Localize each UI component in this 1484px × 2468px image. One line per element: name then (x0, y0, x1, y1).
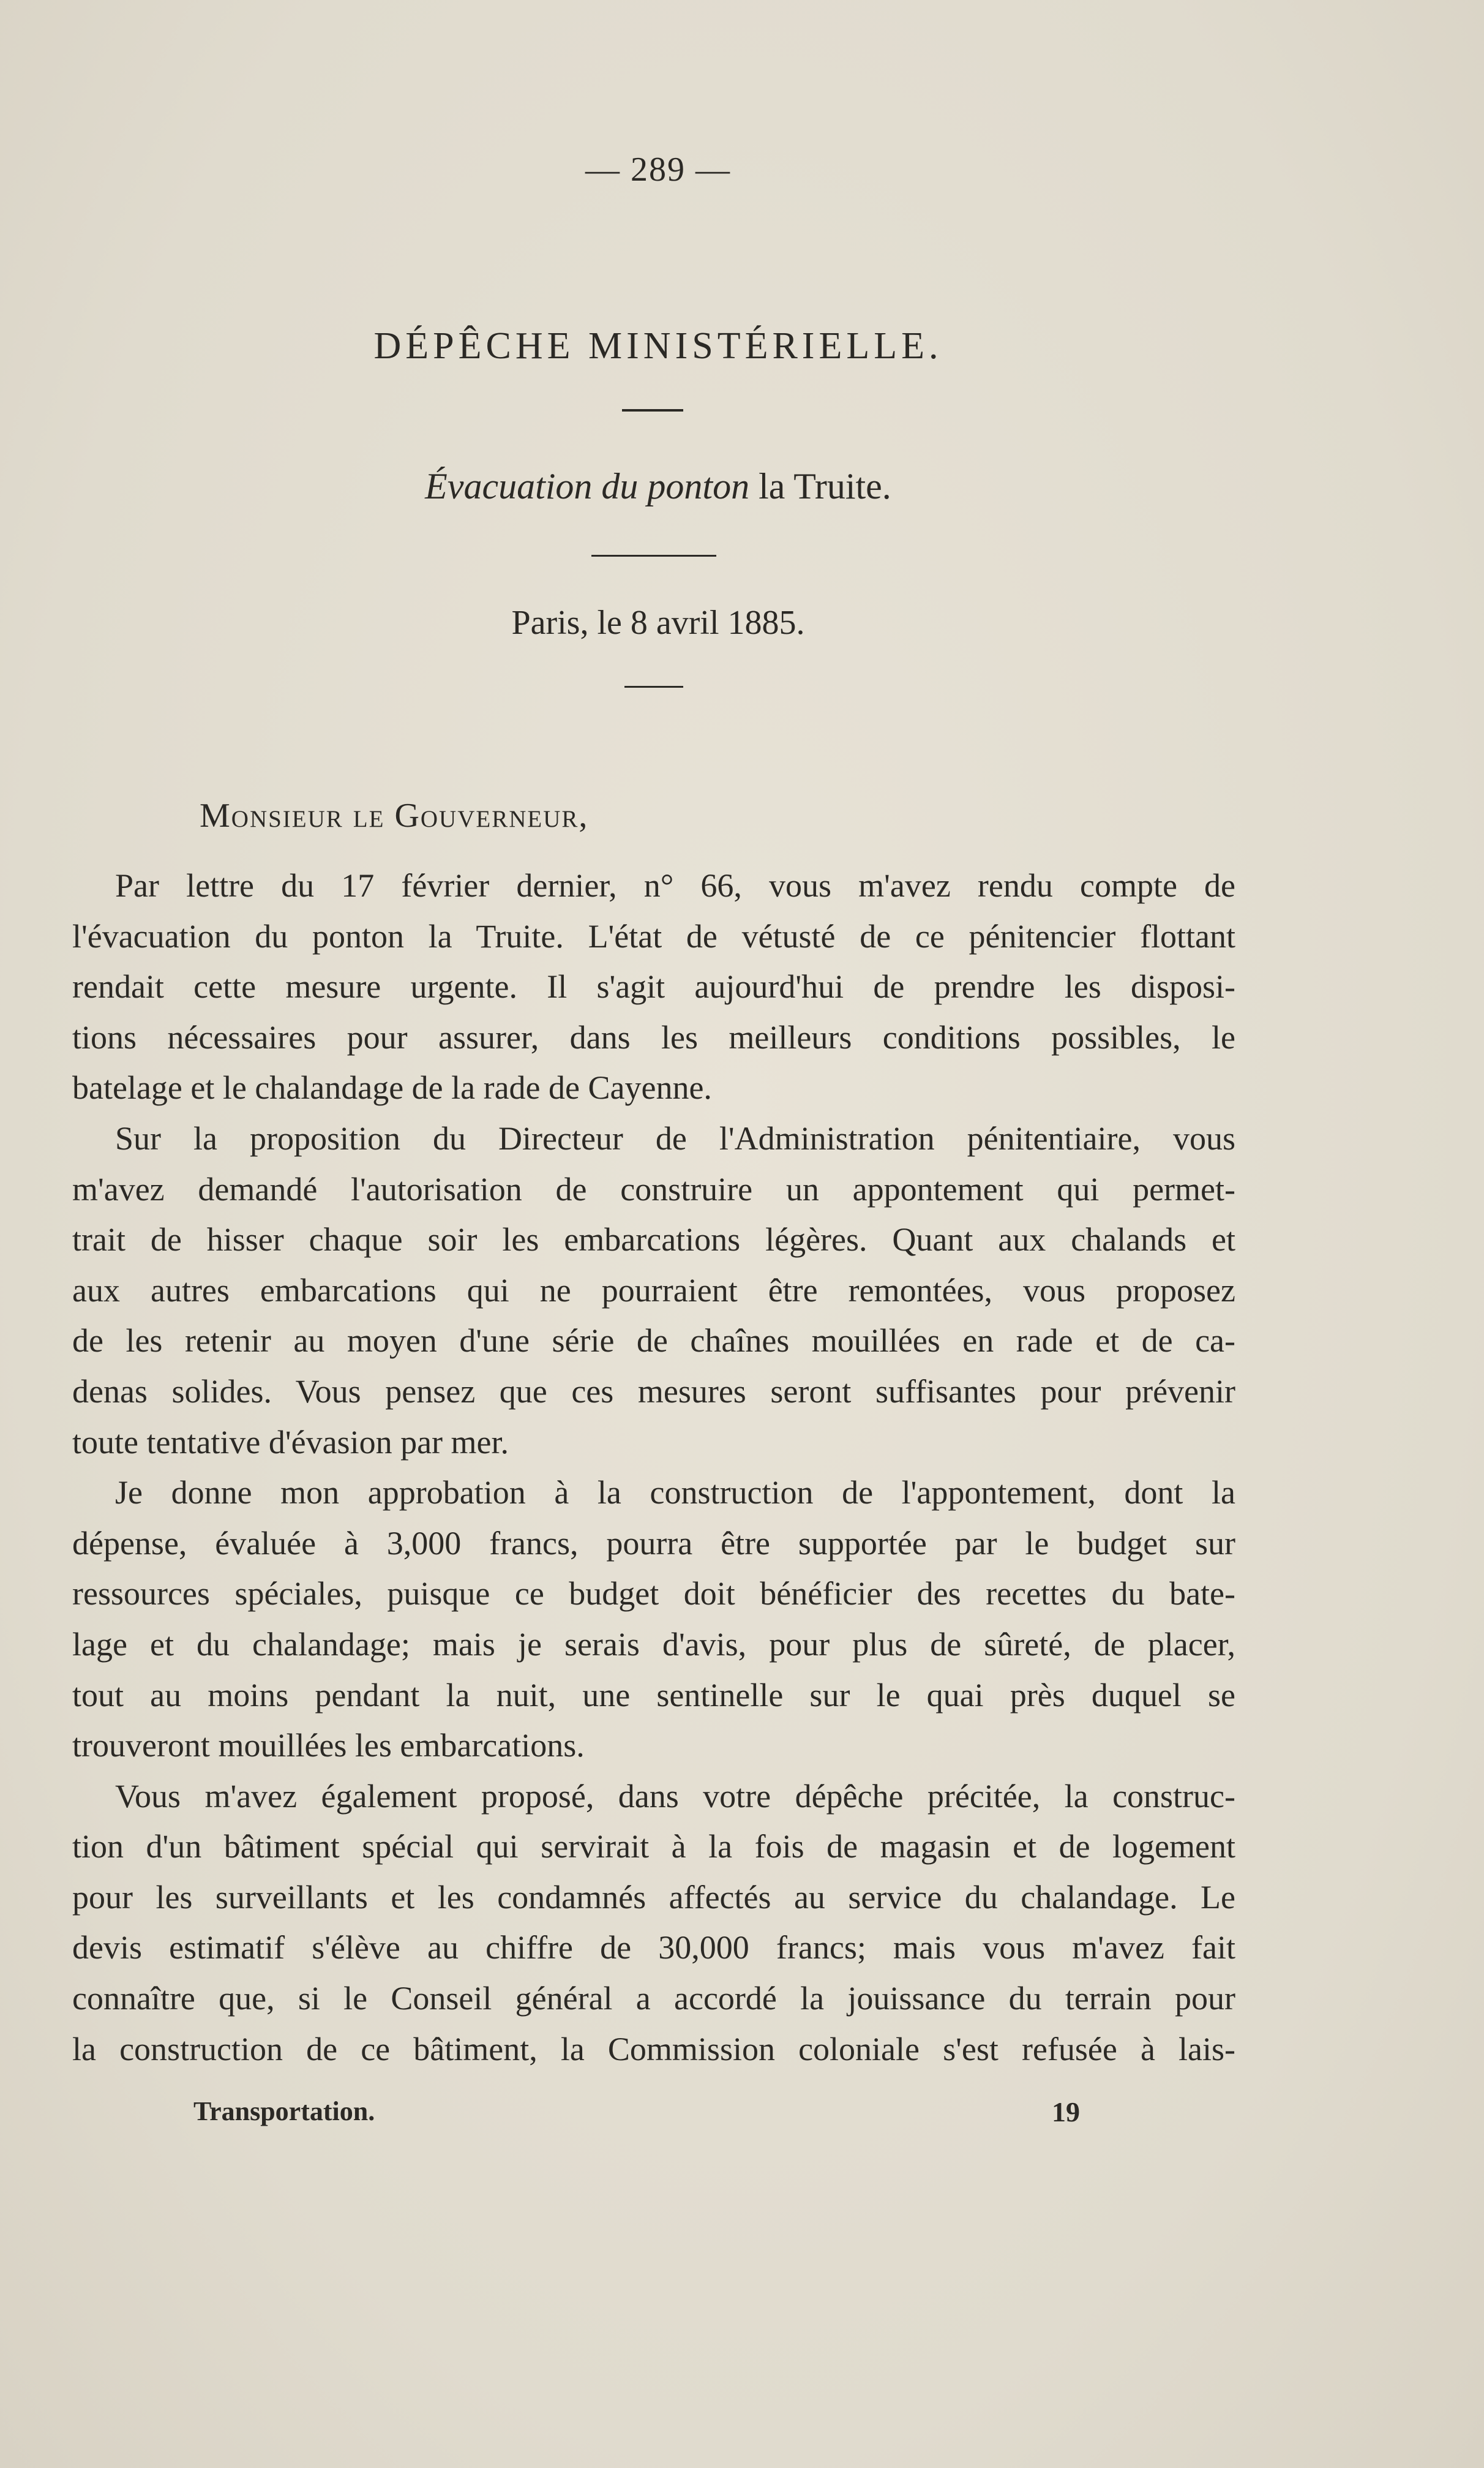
document-heading: DÉPÊCHE MINISTÉRIELLE. (373, 325, 943, 367)
body-line: l'évacuation du ponton la Truite. L'état de vétusté de ce pénitencier flottant (72, 917, 1235, 955)
heading-rule (622, 409, 683, 412)
body-line: batelage et le chalandage de la rade de Cayenne. (72, 1069, 712, 1107)
body-line: Je donne mon approbation à la construction de l'appontement, dont la (115, 1474, 1235, 1511)
body-line: Sur la proposition du Directeur de l'Administration pénitentiaire, vous (115, 1119, 1235, 1157)
salutation: Monsieur le Gouverneur, (200, 797, 589, 835)
footer-sheet-number: 19 (1052, 2096, 1080, 2128)
body-line: aux autres embarcations qui ne pourraient être remontées, vous proposez (72, 1271, 1235, 1309)
body-line: trait de hisser chaque soir les embarcations légères. Quant aux chalands et (72, 1221, 1235, 1258)
body-line: rendait cette mesure urgente. Il s'agit aujourd'hui de prendre les disposi- (72, 968, 1235, 1006)
dateline-rule (624, 686, 683, 688)
body-line: lage et du chalandage; mais je serais d'avis, pour plus de sûreté, de placer, (72, 1625, 1235, 1663)
body-line: tion d'un bâtiment spécial qui servirait à la fois de magasin et de logement (72, 1828, 1235, 1865)
subtitle-roman: la Truite. (759, 466, 891, 506)
body-line: tout au moins pendant la nuit, une sentinelle sur le quai près duquel se (72, 1676, 1235, 1714)
body-line: pour les surveillants et les condamnés affectés au service du chalandage. Le (72, 1878, 1235, 1916)
body-line: ressources spéciales, puisque ce budget doit bénéficier des recettes du bate- (72, 1575, 1235, 1612)
body-text (72, 860, 1235, 2074)
body-line: tions nécessaires pour assurer, dans les meilleurs conditions possibles, le (72, 1018, 1235, 1056)
body-line: la construction de ce bâtiment, la Commission coloniale s'est refusée à lais- (72, 2030, 1235, 2067)
body-line: trouveront mouillées les embarcations. (72, 1727, 585, 1764)
subtitle-italic: Évacuation du ponton (425, 466, 750, 506)
subtitle-rule (591, 555, 716, 557)
body-line: Par lettre du 17 février dernier, n° 66, vous m'avez rendu compte de (115, 867, 1235, 904)
body-line: Vous m'avez également proposé, dans votre dépêche précitée, la construc- (115, 1777, 1235, 1815)
subtitle (0, 465, 1316, 508)
dateline: Paris, le 8 avril 1885. (511, 604, 805, 642)
body-line: dépense, évaluée à 3,000 francs, pourra être supportée par le budget sur (72, 1524, 1235, 1562)
body-line: m'avez demandé l'autorisation de construire un appontement qui permet- (72, 1170, 1235, 1208)
footer-signature: Transportation. (193, 2096, 375, 2126)
page-number: — 289 — (585, 151, 731, 189)
body-line: de les retenir au moyen d'une série de chaînes mouillées en rade et de ca- (72, 1322, 1235, 1360)
body-line: toute tentative d'évasion par mer. (72, 1423, 509, 1461)
body-line: connaître que, si le Conseil général a accordé la jouissance du terrain pour (72, 1980, 1235, 2017)
body-line: devis estimatif s'élève au chiffre de 30,000 francs; mais vous m'avez fait (72, 1929, 1235, 1966)
body-line: denas solides. Vous pensez que ces mesures seront suffisantes pour prévenir (72, 1372, 1235, 1410)
